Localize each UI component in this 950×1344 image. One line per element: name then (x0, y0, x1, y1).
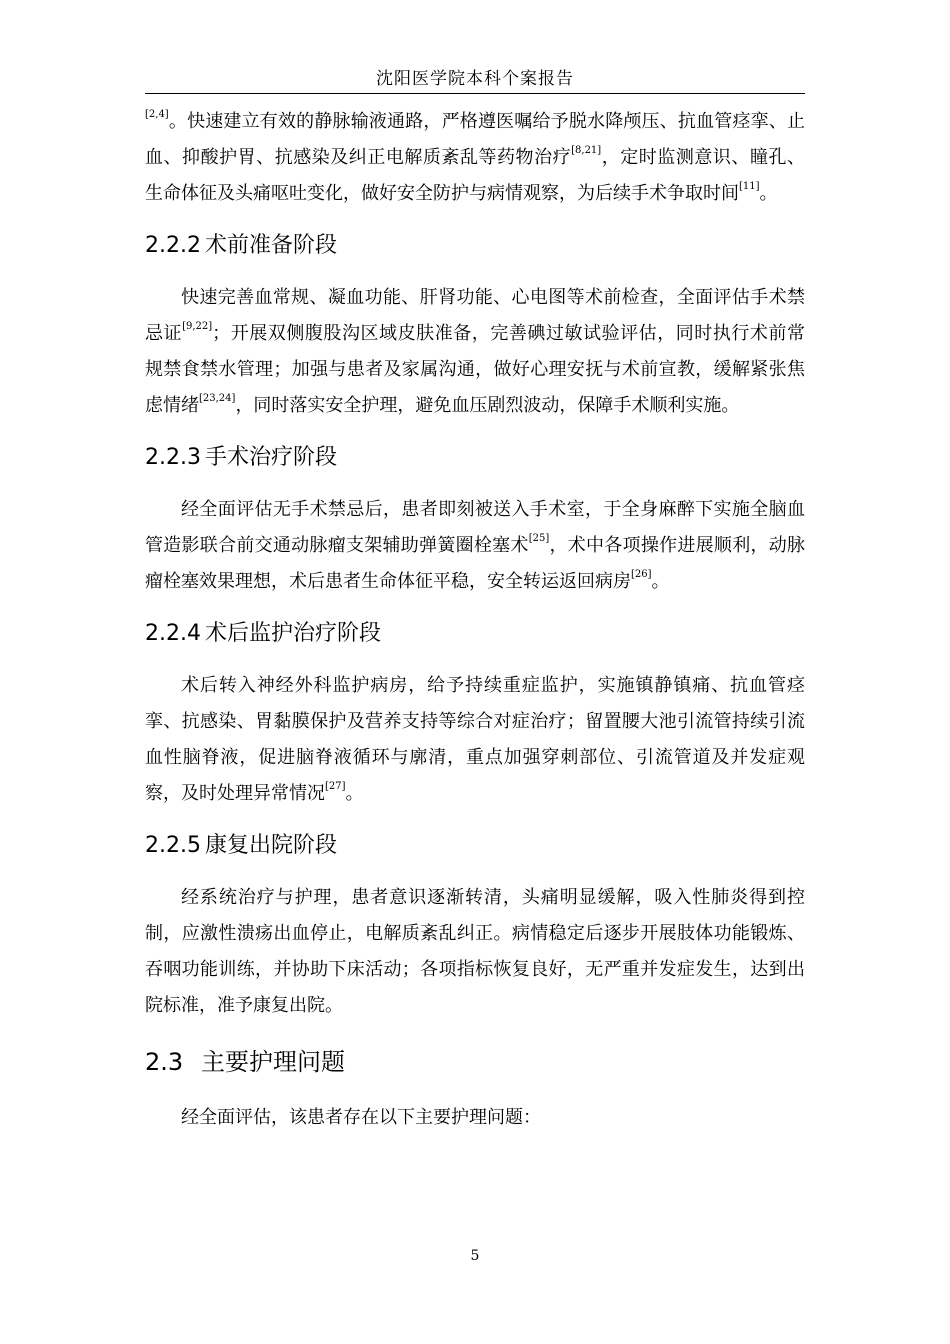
running-header: 沈阳医学院本科个案报告 (376, 69, 574, 89)
section-title: 主要护理问题 (201, 1048, 345, 1076)
section-title: 康复出院阶段 (205, 833, 338, 858)
section-heading-2-2-2 (145, 212, 805, 280)
paragraph-continuation (145, 104, 805, 212)
citation: [2,4] (145, 109, 169, 120)
section-number: 2.2.3 (145, 445, 201, 470)
paragraph-discharge (145, 880, 805, 1024)
paragraph-preoperative (145, 280, 805, 424)
paragraph-text: 。 (759, 183, 778, 204)
paragraph-text: ，定时监测意识、瞳孔、生命体征及头痛呕吐变化，做好安全防护与病情观察，为后续手术争取时间 (145, 147, 806, 204)
citation: [27] (325, 781, 346, 792)
citation: [11] (739, 181, 760, 192)
paragraph-text: 。 (651, 571, 670, 592)
section-title: 手术治疗阶段 (205, 445, 338, 470)
citation: [8,21] (571, 145, 602, 156)
header-rule (145, 93, 805, 94)
section-title: 术前准备阶段 (205, 233, 338, 258)
citation: [25] (528, 533, 550, 544)
section-number: 2.3 (145, 1048, 184, 1076)
section-heading-2-3 (145, 1024, 805, 1100)
paragraph-text: ，术中各项操作进展顺利，动脉瘤栓塞效果理想，术后患者生命体征平稳，安全转运返回病房 (145, 535, 806, 592)
paragraph-text: 。 (345, 783, 364, 804)
citation: [23,24] (199, 393, 236, 404)
paragraph-text: 经系统治疗与护理，患者意识逐渐转清，头痛明显缓解，吸入性肺炎得到控制，应激性溃疡出血停止，电解质紊乱纠正。病情稳定后逐步开展肢体功能锻炼、吞咽功能训练，并协助下床活动；各项指标恢复良好，无严重并发症发生，达到出院标准，准予康复出院。 (145, 887, 805, 1016)
body-content (145, 104, 805, 1136)
citation: [26] (631, 569, 652, 580)
section-heading-2-2-3 (145, 424, 805, 492)
paragraph-text: 快速完善血常规、凝血功能、肝肾功能、心电图等术前检查，全面评估手术禁忌证 (145, 287, 805, 344)
page-number: 5 (470, 1248, 480, 1264)
paragraph-text: ，同时落实安全护理，避免血压剧烈波动，保障手术顺利实施。 (235, 395, 740, 416)
paragraph-text: 。快速建立有效的静脉输液通路，严格遵医嘱给予脱水降颅压、抗血管痉挛、止血、抑酸护胃、抗感染及纠正电解质紊乱等药物治疗 (145, 111, 805, 168)
section-number: 2.2.4 (145, 621, 201, 646)
paragraph-text: 术后转入神经外科监护病房，给予持续重症监护，实施镇静镇痛、抗血管痉挛、抗感染、胃黏膜保护及营养支持等综合对症治疗；留置腰大池引流管持续引流血性脑脊液，促进脑脊液循环与廓清，重点加强穿刺部位、引流管道及并发症观察，及时处理异常情况 (145, 675, 805, 804)
section-number: 2.2.5 (145, 833, 201, 858)
paragraph-nursing-problems (145, 1100, 805, 1136)
paragraph-text: 经全面评估无手术禁忌后，患者即刻被送入手术室，于全身麻醉下实施全脑血管造影联合前交通动脉瘤支架辅助弹簧圈栓塞术 (145, 499, 805, 556)
citation: [9,22] (182, 321, 213, 332)
paragraph-postoperative (145, 668, 805, 812)
section-title: 术后监护治疗阶段 (205, 621, 382, 646)
section-heading-2-2-5 (145, 812, 805, 880)
section-number: 2.2.2 (145, 233, 201, 258)
section-heading-2-2-4 (145, 600, 805, 668)
paragraph-surgery (145, 492, 805, 600)
paragraph-text: 经全面评估，该患者存在以下主要护理问题： (181, 1107, 541, 1128)
paragraph-text: ；开展双侧腹股沟区域皮肤准备，完善碘过敏试验评估，同时执行术前常规禁食禁水管理；加强与患者及家属沟通，做好心理安抚与术前宣教，缓解紧张焦虑情绪 (145, 323, 806, 416)
